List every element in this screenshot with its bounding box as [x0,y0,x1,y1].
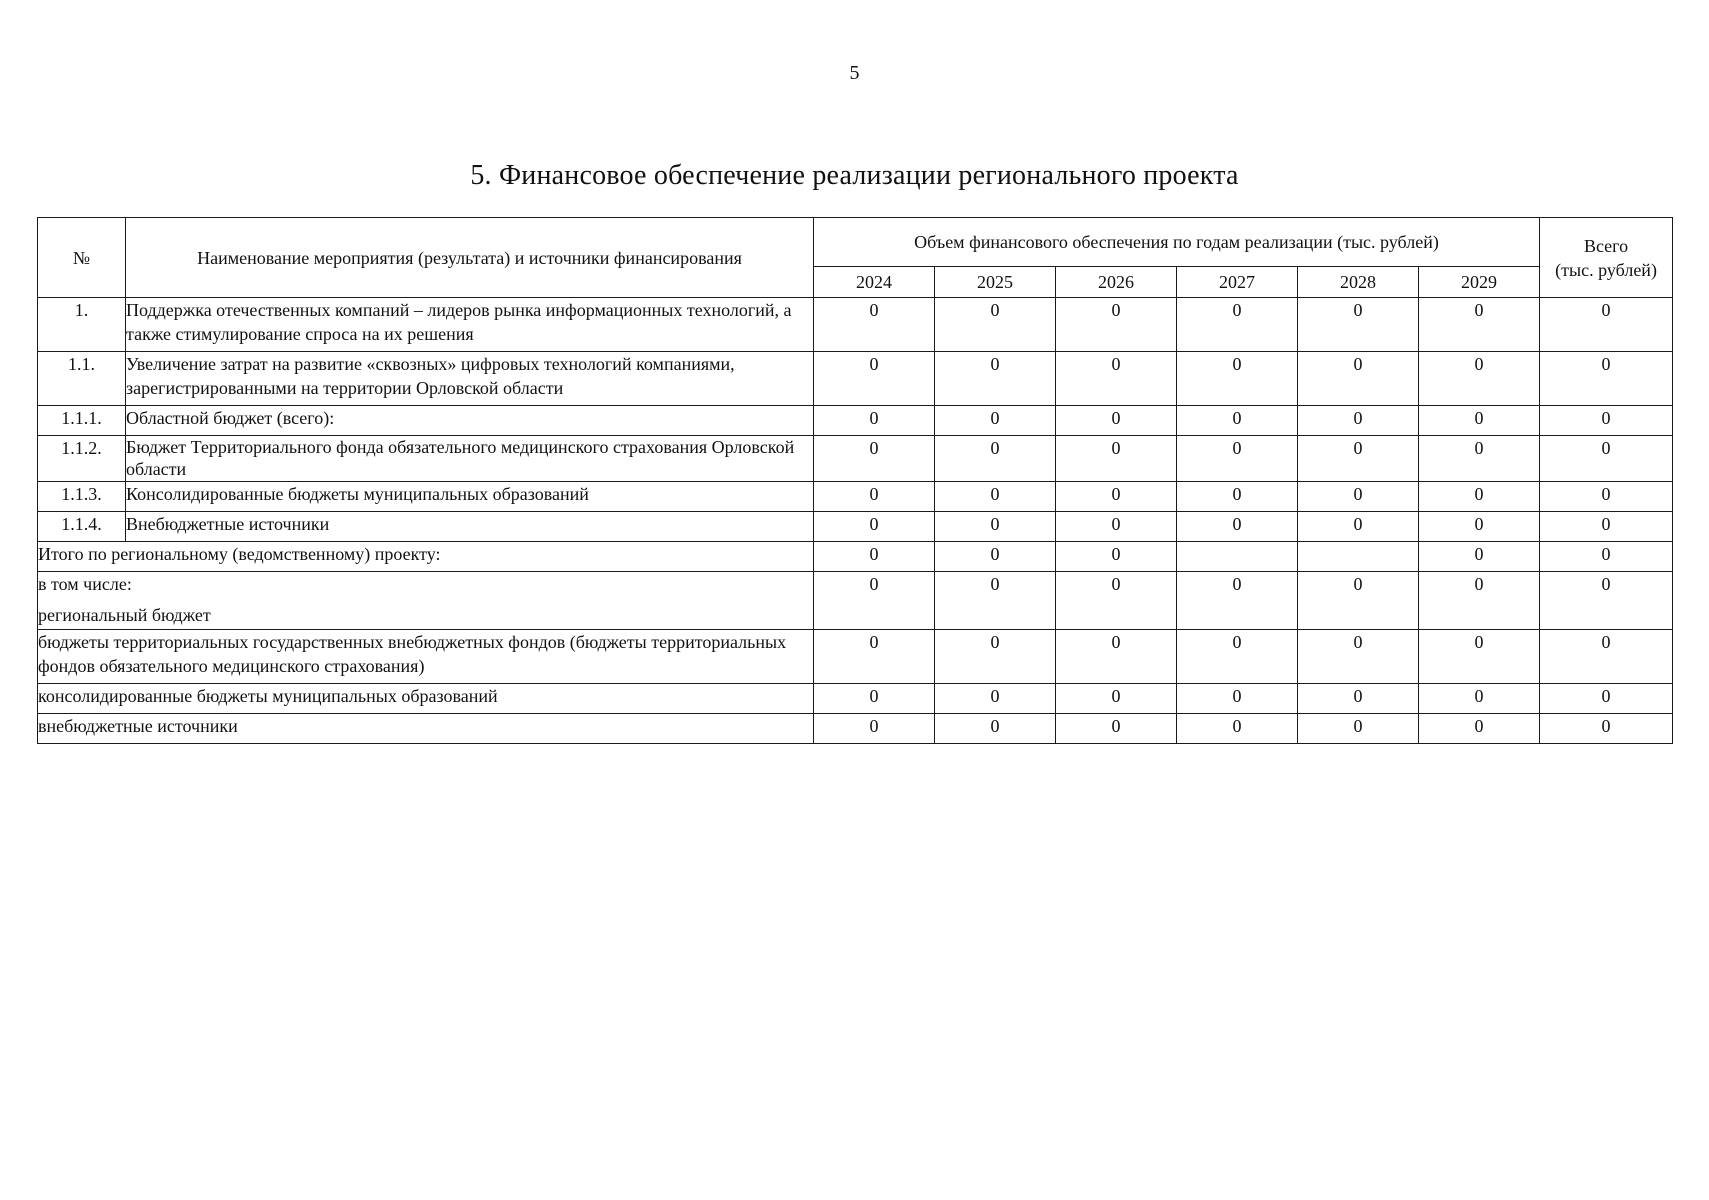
header-year: 2029 [1419,267,1540,298]
breakdown-label: внебюджетные источники [38,714,814,744]
value-cell: 0 [1177,406,1298,436]
value-cell: 0 [1298,630,1419,684]
total-cell: 0 [1540,714,1673,744]
breakdown-label [38,572,814,630]
row-name: Увеличение затрат на развитие «сквозных» цифровых технологий компаниями, зарегистрированными на территории Орловской области [126,352,814,406]
value-cell: 0 [1419,436,1540,482]
breakdown-row [38,684,1673,714]
total-cell: 0 [1540,572,1673,630]
row-number: 1.1.1. [38,406,126,436]
row-name: Бюджет Территориального фонда обязательного медицинского страхования Орловской области [126,436,814,482]
table-row [38,298,1673,352]
value-cell: 0 [1056,482,1177,512]
value-cell: 0 [1298,482,1419,512]
value-cell: 0 [814,572,935,630]
value-cell: 0 [1177,630,1298,684]
value-cell: 0 [935,406,1056,436]
value-cell: 0 [1298,512,1419,542]
table-row [38,512,1673,542]
breakdown-intro: в том числе: [38,574,132,594]
header-year: 2025 [935,267,1056,298]
total-cell: 0 [1540,406,1673,436]
total-cell: 0 [1540,512,1673,542]
value-cell: 0 [1298,684,1419,714]
table-row [38,406,1673,436]
value-cell: 0 [935,542,1056,572]
value-cell: 0 [1056,572,1177,630]
value-cell [1177,542,1298,572]
table-row [38,436,1673,482]
total-cell: 0 [1540,352,1673,406]
header-year: 2024 [814,267,935,298]
header-total-line1: Всего [1583,235,1629,256]
value-cell: 0 [935,298,1056,352]
value-cell: 0 [1298,298,1419,352]
header-total [1540,218,1673,298]
row-number: 1. [38,298,126,352]
page-number: 5 [849,62,860,84]
value-cell: 0 [1419,406,1540,436]
value-cell: 0 [1177,714,1298,744]
value-cell: 0 [814,436,935,482]
header-total-line2: (тыс. рублей) [1555,259,1657,280]
value-cell: 0 [814,406,935,436]
value-cell: 0 [935,482,1056,512]
header-year: 2027 [1177,267,1298,298]
value-cell: 0 [814,298,935,352]
value-cell: 0 [1419,352,1540,406]
value-cell: 0 [1298,714,1419,744]
breakdown-row [38,572,1673,630]
value-cell: 0 [1419,482,1540,512]
value-cell: 0 [1056,630,1177,684]
row-name: Консолидированные бюджеты муниципальных образований [126,482,814,512]
value-cell [1298,542,1419,572]
document-title: 5. Финансовое обеспечение реализации регионального проекта [470,160,1239,191]
total-cell: 0 [1540,684,1673,714]
value-cell: 0 [814,714,935,744]
summary-label: Итого по региональному (ведомственному) проекту: [38,542,814,572]
breakdown-row [38,630,1673,684]
row-name: Областной бюджет (всего): [126,406,814,436]
value-cell: 0 [1056,352,1177,406]
value-cell: 0 [935,714,1056,744]
value-cell: 0 [1056,512,1177,542]
row-name: Поддержка отечественных компаний – лидеров рынка информационных технологий, а также стимулирование спроса на их решения [126,298,814,352]
value-cell: 0 [814,352,935,406]
header-name: Наименование мероприятия (результата) и источники финансирования [126,218,814,298]
value-cell: 0 [1419,684,1540,714]
value-cell: 0 [1177,436,1298,482]
table-row [38,482,1673,512]
total-cell: 0 [1540,436,1673,482]
value-cell: 0 [1177,572,1298,630]
row-number: 1.1.4. [38,512,126,542]
value-cell: 0 [1419,512,1540,542]
total-cell: 0 [1540,542,1673,572]
header-year: 2028 [1298,267,1419,298]
value-cell: 0 [1056,406,1177,436]
row-number: 1.1. [38,352,126,406]
total-cell: 0 [1540,630,1673,684]
value-cell: 0 [1419,542,1540,572]
total-cell: 0 [1540,298,1673,352]
value-cell: 0 [1056,542,1177,572]
header-year: 2026 [1056,267,1177,298]
value-cell: 0 [1056,714,1177,744]
header-num: № [38,218,126,298]
value-cell: 0 [935,630,1056,684]
breakdown-label: бюджеты территориальных государственных внебюджетных фондов (бюджеты территориальных фондов обязательного медицинского страхования) [38,630,814,684]
breakdown-label: консолидированные бюджеты муниципальных образований [38,684,814,714]
value-cell: 0 [935,512,1056,542]
value-cell: 0 [814,512,935,542]
value-cell: 0 [935,572,1056,630]
value-cell: 0 [1056,684,1177,714]
total-cell: 0 [1540,482,1673,512]
header-row-main [38,218,1673,267]
value-cell: 0 [814,684,935,714]
value-cell: 0 [1419,714,1540,744]
value-cell: 0 [814,630,935,684]
value-cell: 0 [1177,512,1298,542]
summary-row [38,542,1673,572]
value-cell: 0 [1419,298,1540,352]
value-cell: 0 [814,542,935,572]
row-number: 1.1.3. [38,482,126,512]
value-cell: 0 [1177,482,1298,512]
value-cell: 0 [1177,684,1298,714]
breakdown-source: региональный бюджет [38,605,211,625]
value-cell: 0 [1177,298,1298,352]
row-number: 1.1.2. [38,436,126,482]
value-cell: 0 [1419,572,1540,630]
value-cell: 0 [1298,352,1419,406]
value-cell: 0 [1419,630,1540,684]
row-name: Внебюджетные источники [126,512,814,542]
value-cell: 0 [935,684,1056,714]
value-cell: 0 [935,436,1056,482]
financing-table [37,217,1673,744]
value-cell: 0 [1298,572,1419,630]
value-cell: 0 [1298,436,1419,482]
table-row [38,352,1673,406]
value-cell: 0 [1056,298,1177,352]
breakdown-row [38,714,1673,744]
value-cell: 0 [1298,406,1419,436]
value-cell: 0 [1177,352,1298,406]
value-cell: 0 [814,482,935,512]
value-cell: 0 [1056,436,1177,482]
header-years-group: Объем финансового обеспечения по годам реализации (тыс. рублей) [814,218,1540,267]
value-cell: 0 [935,352,1056,406]
